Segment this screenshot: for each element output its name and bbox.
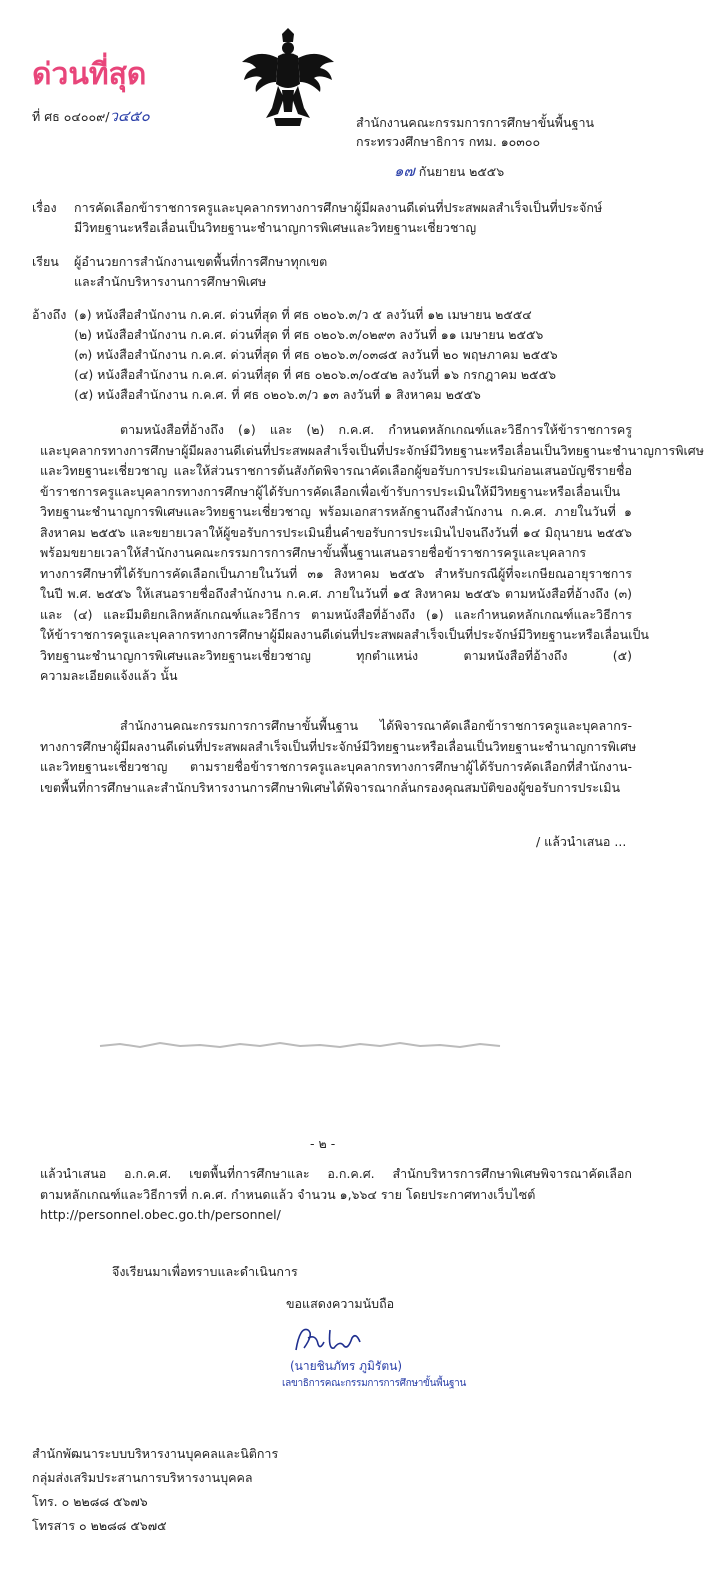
recipient-line-1: ผู้อำนวยการสำนักงานเขตพื้นที่การศึกษาทุกเขต xyxy=(74,254,328,269)
body-paragraph-2 xyxy=(40,716,637,798)
garuda-emblem-icon xyxy=(238,28,338,128)
footer-office: สำนักพัฒนาระบบบริหารงานบุคคลและนิติการ xyxy=(32,1446,279,1461)
signer-title: เลขาธิการคณะกรรมการการศึกษาขั้นพื้นฐาน xyxy=(282,1378,467,1389)
closing-regards: ขอแสดงความนับถือ xyxy=(286,1296,395,1311)
paragraph-line: เขตพื้นที่การศึกษาและสำนักบริหารงานการศึกษาพิเศษได้พิจารณากลั่นกรองคุณสมบัติของผู้ขอรับการประเมิน xyxy=(40,779,621,795)
paragraph-line: ในปี พ.ศ. ๒๕๕๖ ให้เสนอรายชื่อถึงสำนักงาน ก.ค.ศ. ภายในวันที่ ๑๕ สิงหาคม ๒๕๕๖ ตามหนังสือที่อ้างถึง (๓) xyxy=(40,586,632,601)
website-url: http://personnel.obec.go.th/personnel/ xyxy=(40,1207,281,1222)
paragraph-line: สิงหาคม ๒๕๕๖ และขยายเวลาให้ผู้ขอรับการประเมินยื่นคำขอรับการประเมินไปจนถึงวันที่ ๑๔ มิถุนายน ๒๕๕๖ xyxy=(40,524,632,540)
paragraph-line: วิทยฐานะชำนาญการพิเศษและวิทยฐานะเชี่ยวชาญ ทุกตำแหน่ง ตามหนังสือที่อ้างถึง (๕) xyxy=(40,647,632,663)
paragraph-line: และบุคลากรทางการศึกษาผู้มีผลงานดีเด่นที่ประสพผลสำเร็จเป็นที่ประจักษ์มีวิทยฐานะหรือเลื่อนเป็นวิทยฐานะชำนาญการพิเศษ xyxy=(40,442,704,458)
document-number xyxy=(32,108,150,125)
signer-name: (นายชินภัทร ภูมิรัตน) xyxy=(290,1359,403,1373)
reference-item: (๓) หนังสือสำนักงาน ก.ค.ศ. ด่วนที่สุด ที่ ศธ ๐๒๐๖.๓/๐๓๘๕ ลงวันที่ ๒๐ พฤษภาคม ๒๕๕๖ xyxy=(74,347,558,362)
paragraph-line: พร้อมขยายเวลาให้สำนักงานคณะกรรมการการศึกษาขั้นพื้นฐานเสนอรายชื่อข้าราชการครูและบุคลากร xyxy=(40,545,587,560)
body-paragraph-1 xyxy=(40,420,704,687)
closing-request: จึงเรียนมาเพื่อทราบและดำเนินการ xyxy=(112,1264,298,1279)
paragraph-line: ตามหลักเกณฑ์และวิธีการที่ ก.ค.ศ. กำหนดแล้ว จำนวน ๑,๖๖๔ ราย โดยประกาศทางเว็บไซต์ xyxy=(40,1186,536,1202)
paragraph-line: แล้วนำเสนอ อ.ก.ค.ศ. เขตพื้นที่การศึกษาและ อ.ก.ค.ศ. สำนักบริหารการศึกษาพิเศษพิจารณาคัดเลือก xyxy=(40,1166,632,1181)
paragraph-line: สำนักงานคณะกรรมการการศึกษาขั้นพื้นฐาน ได้พิจารณาคัดเลือกข้าราชการครูและบุคลากร- xyxy=(120,718,632,733)
date-day-handwritten: ๑๗ xyxy=(394,162,415,180)
paragraph-line: วิทยฐานะชำนาญการพิเศษและวิทยฐานะเชี่ยวชาญ พร้อมเอกสารหลักฐานถึงสำนักงาน ก.ค.ศ. ภายในวันที่ ๑ xyxy=(40,504,632,519)
paragraph-line: ความละเอียดแจ้งแล้ว นั้น xyxy=(40,668,178,683)
subject-line-2: มีวิทยฐานะหรือเลื่อนเป็นวิทยฐานะชำนาญการพิเศษและวิทยฐานะเชี่ยวชาญ xyxy=(74,220,477,235)
date-month-year: กันยายน ๒๕๕๖ xyxy=(414,164,505,179)
footer-group: กลุ่มส่งเสริมประสานการบริหารงานบุคคล xyxy=(32,1470,253,1485)
document-number-handwritten: ว๔๕๐ xyxy=(109,107,150,125)
footer-fax: โทรสาร ๐ ๒๒๘๘ ๕๖๗๕ xyxy=(32,1518,167,1533)
paragraph-line: ทางการศึกษาผู้มีผลงานดีเด่นที่ประสพผลสำเร็จเป็นที่ประจักษ์มีวิทยฐานะหรือเลื่อนเป็นวิทยฐานะชำนาญการพิเศษ xyxy=(40,738,637,754)
paragraph-line: ตามหนังสือที่อ้างถึง (๑) และ (๒) ก.ค.ศ. กำหนดหลักเกณฑ์และวิธีการให้ข้าราชการครู xyxy=(120,422,632,437)
reference-item: (๑) หนังสือสำนักงาน ก.ค.ศ. ด่วนที่สุด ที่ ศธ ๐๒๐๖.๓/ว ๕ ลงวันที่ ๑๒ เมษายน ๒๕๕๔ xyxy=(74,307,532,322)
reference-item: (๒) หนังสือสำนักงาน ก.ค.ศ. ด่วนที่สุด ที่ ศธ ๐๒๐๖.๓/๐๒๙๓ ลงวันที่ ๑๑ เมษายน ๒๕๕๖ xyxy=(74,327,544,342)
subject-label: เรื่อง xyxy=(32,200,57,215)
urgent-stamp: ด่วนที่สุด xyxy=(32,57,147,92)
paragraph-line: และ (๔) และมีมติยกเลิกหลักเกณฑ์และวิธีการ ตามหนังสือที่อ้างถึง (๑) และกำหนดหลักเกณฑ์และวิธีการ xyxy=(40,606,632,622)
paragraph-line: ทางการศึกษาที่ได้รับการคัดเลือกเป็นภายในวันที่ ๓๑ สิงหาคม ๒๕๕๖ สำหรับกรณีผู้ที่จะเกษียณอายุราชการ xyxy=(40,565,632,581)
page2-paragraph xyxy=(40,1164,632,1226)
agency-name: สำนักงานคณะกรรมการการศึกษาขั้นพื้นฐาน xyxy=(356,115,595,130)
footer-phone: โทร. ๐ ๒๒๘๘ ๕๖๗๖ xyxy=(32,1494,148,1509)
agency-address: กระทรวงศึกษาธิการ กทม. ๑๐๓๐๐ xyxy=(356,134,541,149)
document-date xyxy=(394,163,504,180)
paragraph-line: และวิทยฐานะเชี่ยวชาญ และให้ส่วนราชการต้นสังกัดพิจารณาคัดเลือกผู้ขอรับการประเมินก่อนเสนอบัญชีรายชื่อ xyxy=(40,463,632,478)
continuation-note: / แล้วนำเสนอ ... xyxy=(536,834,627,849)
recipient-line-2: และสำนักบริหารงานการศึกษาพิเศษ xyxy=(74,274,267,289)
page-number: - ๒ - xyxy=(310,1136,336,1151)
reference-item: (๕) หนังสือสำนักงาน ก.ค.ศ. ที่ ศธ ๐๒๐๖.๓/ว ๑๓ ลงวันที่ ๑ สิงหาคม ๒๕๕๖ xyxy=(74,387,481,402)
references-label: อ้างถึง xyxy=(32,307,67,322)
recipient-label: เรียน xyxy=(32,254,59,269)
paragraph-line: ข้าราชการครูและบุคลากรทางการศึกษาผู้ได้รับการคัดเลือกเพื่อเข้ารับการประเมินให้มีวิทยฐานะหรือเลื่อนเป็น xyxy=(40,483,621,499)
paragraph-line: ให้ข้าราชการครูและบุคลากรทางการศึกษาผู้มีผลงานดีเด่นที่ประสพผลสำเร็จเป็นที่ประจักษ์มีวิทยฐานะหรือเลื่อนเป็น xyxy=(40,627,649,642)
paragraph-line: และวิทยฐานะเชี่ยวชาญ ตามรายชื่อข้าราชการครูและบุคลากรทางการศึกษาผู้ได้รับการคัดเลือกที่สำนักงาน- xyxy=(40,759,632,774)
handwritten-signature-icon xyxy=(290,1320,370,1360)
reference-item: (๔) หนังสือสำนักงาน ก.ค.ศ. ด่วนที่สุด ที่ ศธ ๐๒๐๖.๓/๐๕๔๒ ลงวันที่ ๑๖ กรกฎาคม ๒๕๕๖ xyxy=(74,367,557,382)
subject-line-1: การคัดเลือกข้าราชการครูและบุคลากรทางการศึกษาผู้มีผลงานดีเด่นที่ประสพผลสำเร็จเป็นที่ประจักษ์ xyxy=(74,200,603,215)
page-tear-divider xyxy=(100,1040,500,1050)
document-number-prefix: ที่ ศธ ๐๔๐๐๙/ xyxy=(32,109,110,124)
